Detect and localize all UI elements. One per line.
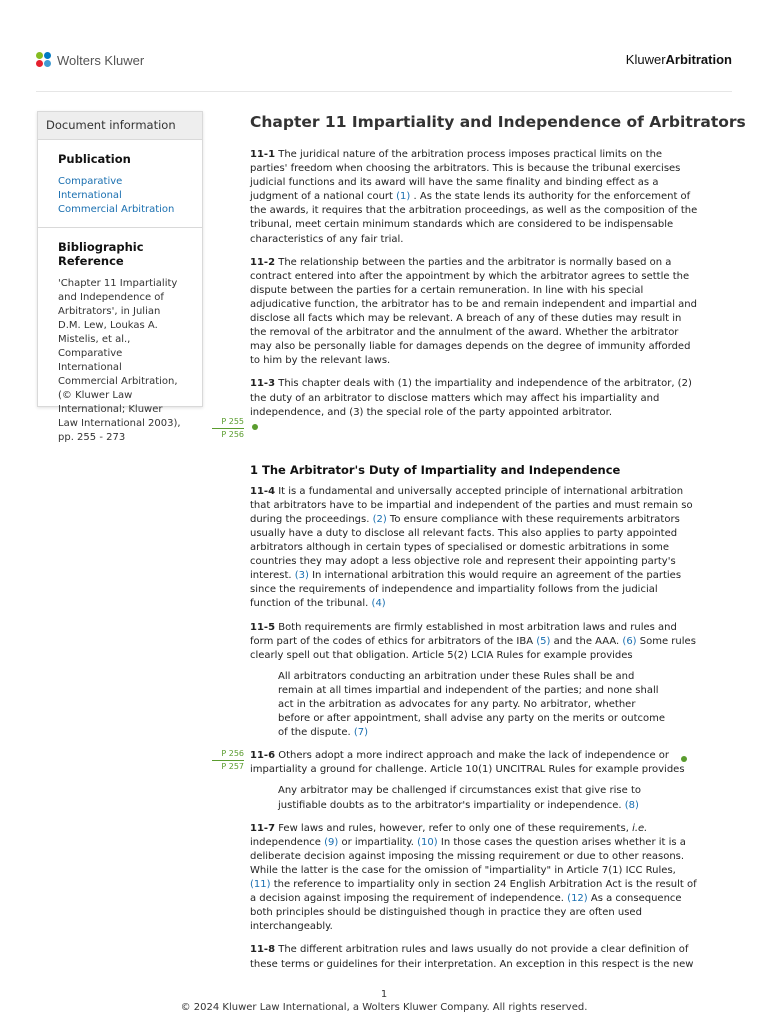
paragraph-text: Some rules clearly spell out that obligation. Article 5(2) LCIA Rules for example provides [250, 635, 696, 661]
paragraph-text: independence [250, 836, 325, 848]
paragraph-text: This chapter deals with (1) the impartiality and independence of the arbitrator, (2) the duty of an arbitrator to disclose matters which may affect his impartiality and independence, and (3) the special role of the party appointed arbitrator. [250, 378, 692, 418]
paragraph-11-3 [250, 377, 698, 419]
page-break-space [250, 429, 698, 449]
footnote-link[interactable]: (7) [353, 727, 369, 739]
page-marker-from: P 256 [221, 749, 244, 758]
page-marker-256-257 [212, 748, 244, 773]
block-quote-lcia [278, 670, 668, 740]
footnote-link[interactable]: (6) [622, 635, 637, 647]
footnote-link[interactable]: (3) [294, 570, 309, 582]
paragraph-text: To ensure compliance with these requirements arbitrators usually have a duty to disclose all relevant facts. This also applies to party appointed arbitrators although in certain types of specialised or domestic arbitrations in some countries they may adopt a less objective role and represent their appointing party's interest. [250, 513, 680, 582]
page-marker-to: P 256 [212, 428, 244, 441]
paragraph-11-4 [250, 485, 698, 612]
publication-title: Publication [58, 152, 131, 166]
paragraph-number: 11-5 [250, 621, 276, 633]
quote-text: All arbitrators conducting an arbitration under these Rules shall be and remain at all times impartial and independent of the parties; and none shall act in the arbitration as advocates for any party. No arbitrator, whether before or after appointment, shall advise any party on the merits or outcome of the dispute. [278, 670, 665, 739]
chapter-title: Chapter 11 Impartiality and Independence of Arbitrators [250, 113, 746, 131]
paragraph-text: or impartiality. [338, 836, 418, 848]
paragraph-11-6 [250, 749, 698, 777]
block-quote-uncitral [278, 784, 668, 812]
chapter-content [250, 108, 746, 981]
paragraph-number: 11-1 [250, 149, 276, 160]
paragraph-text: The juridical nature of the arbitration process imposes practical limits on the parties' freedom when choosing the arbitrators. This is because the tribunal exercises judicial functions and its award will have the same finality and binding effect as a judgment of a national court [250, 149, 681, 203]
wolters-kluwer-logo-icon [36, 52, 52, 68]
copyright-notice: © 2024 Kluwer Law International, a Wolters Kluwer Company. All rights reserved. [180, 1002, 588, 1013]
bibliographic-section [38, 227, 202, 455]
paragraph-text: and the AAA. [550, 635, 623, 647]
paragraph-number: 11-7 [250, 822, 276, 834]
paragraph-text: the reference to impartiality only in section 24 English Arbitration Act is the result of a decision against imposing the requirement of independence. [250, 879, 697, 905]
paragraph-number: 11-4 [250, 485, 276, 497]
kluwer-arbitration-brand[interactable] [626, 52, 732, 67]
footnote-link[interactable]: (8) [624, 799, 639, 811]
paragraph-text: Few laws and rules, however, refer to only one of these requirements, [275, 822, 633, 834]
quote-text: Any arbitrator may be challenged if circumstances exist that give rise to justifiable doubts as to the arbitrator's impartiality or independence. [278, 785, 641, 811]
footnote-link[interactable]: (12) [567, 893, 588, 905]
brand-bold: Arbitration [665, 52, 732, 67]
page-footer [0, 988, 768, 1014]
wolters-kluwer-logo[interactable] [36, 52, 144, 68]
brand-light: Kluwer [625, 52, 666, 67]
paragraph-number: 11-2 [250, 256, 276, 268]
bibliographic-reference: 'Chapter 11 Impartiality and Independence of Arbitrators', in Julian D.M. Lew, Loukas A. Mistelis, et al., Comparative International Commercial Arbitration, (© Kluwer Law International; Kluwer Law International 2003), pp. 255 - 273 [58, 278, 181, 443]
page-marker-255-256 [212, 416, 244, 441]
paragraph-11-2 [250, 256, 698, 369]
publication-link[interactable]: Comparative International Commercial Arbitration [58, 176, 175, 215]
paragraph-11-8 [250, 943, 698, 971]
document-information-heading: Document information [38, 112, 202, 140]
paragraph-text: In international arbitration this would require an agreement of the parties since the requirements of independence and impartiality follows from the judicial function of the tribunal. [250, 570, 682, 610]
paragraph-text: The different arbitration rules and laws usually do not provide a clear definition of these terms or guidelines for their interpretation. An exception in this respect is the new [250, 944, 694, 970]
footnote-link[interactable]: (10) [417, 836, 438, 848]
paragraph-number: 11-3 [250, 378, 276, 390]
paragraph-text-italic: i.e. [632, 822, 648, 834]
footnote-link[interactable]: (11) [250, 879, 271, 891]
footnote-link[interactable]: (4) [371, 598, 386, 610]
logo-text: Wolters Kluwer [57, 52, 145, 68]
paragraph-number: 11-6 [250, 750, 276, 762]
footnote-link[interactable]: (5) [536, 635, 551, 647]
paragraph-text: The relationship between the parties and the arbitrator is normally based on a contract entered into after the appointment by which the arbitrator agrees to settle the dispute between the parties for a certain remuneration. In line with his special adjudicative function, the arbitrator has to be and remain independent and impartial and disclose all facts which may be relevant. A breach of any of these duties may result in the removal of the arbitrator and the annulment of the award. Whether the arbitrator may also be personally liable for damages depends on the degree of immunity afforded to him by the relevant laws. [250, 256, 697, 367]
section-heading: 1 The Arbitrator's Duty of Impartiality and Independence [250, 462, 621, 477]
paragraph-text: Others adopt a more indirect approach and make the lack of independence or impartiality a ground for challenge. Article 10(1) UNCITRAL Rules for example provides [250, 750, 685, 776]
paragraph-11-5 [250, 621, 698, 663]
paragraph-11-1 [250, 148, 698, 247]
site-header [36, 48, 732, 92]
paragraph-text: As a consequence both principles should be distinguished though in practice they are often used interchangeably. [250, 893, 682, 933]
paragraph-text: . As the state lends its authority for the enforcement of the awards, it requires that the arbitration proceedings, as well as the composition of the tribunal, meet certain minimum standards which are considered to be indispensable characteristics of any fair trial. [250, 191, 698, 245]
paragraph-11-7 [250, 822, 698, 935]
page-number: 1 [380, 989, 388, 1000]
bibliographic-title: Bibliographic Reference [58, 240, 144, 268]
footnote-link[interactable]: (2) [372, 513, 387, 525]
page-marker-to: P 257 [212, 760, 244, 773]
footnote-link[interactable]: (1) [396, 191, 411, 203]
paragraph-text: In those cases the question arises whether it is a deliberate decision against imposing the missing requirement or due to other reasons. While the latter is the case for the omission of "impartiality" in Article 7(1) ICC Rules, [250, 836, 686, 876]
publication-section [38, 140, 202, 227]
page-marker-from: P 255 [221, 417, 244, 426]
footnote-link[interactable]: (9) [324, 836, 339, 848]
document-information-panel [37, 111, 203, 443]
paragraph-text: Both requirements are firmly established in most arbitration laws and rules and form part of the codes of ethics for arbitrators of the IBA [250, 621, 677, 647]
paragraph-number: 11-8 [250, 944, 276, 956]
paragraph-text: It is a fundamental and universally accepted principle of international arbitration that arbitrators have to be impartial and independent of the parties and must remain so during the proceedings. [250, 485, 693, 525]
